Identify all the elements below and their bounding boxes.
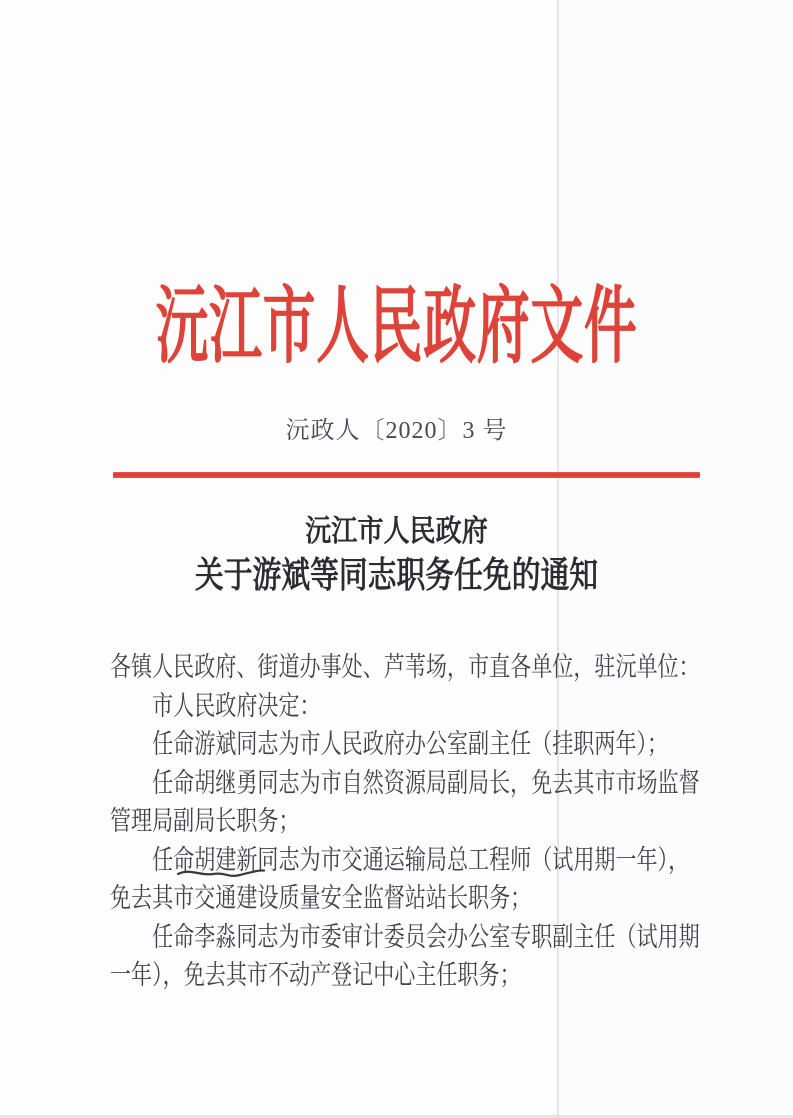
- document-title-line1: 沅江市人民政府: [305, 515, 488, 548]
- body-line-appointment-1: 任命游斌同志为市人民政府办公室副主任（挂职两年）；: [152, 729, 669, 759]
- body-line-appointment-3: 任命胡建新同志为市交通运输局总工程师（试用期一年），: [152, 844, 690, 875]
- document-title-line2: 关于游斌等同志职务任免的通知: [194, 555, 599, 595]
- body-line-appointment-3-cont: 免去其市交通建设质量安全监督站站长职务；: [110, 883, 532, 913]
- body-line-appointment-2: 任命胡继勇同志为市自然资源局副局长，免去其市市场监督: [152, 767, 700, 798]
- document-number: 沅政人〔2020〕3 号: [285, 418, 508, 444]
- body-line-appointment-4-cont: 一年），免去其市不动产登记中心主任职务；: [110, 960, 521, 990]
- red-separator-rule: [113, 472, 700, 478]
- body-line-appointment-4: 任命李淼同志为市委审计委员会办公室专职副主任（试用期: [152, 921, 700, 952]
- red-header-banner-title: 沅江市人民政府文件: [155, 281, 638, 374]
- document-body: [110, 648, 703, 995]
- body-line-appointment-2-cont: 管理局副局长职务；: [110, 806, 300, 836]
- body-line-decision: 市人民政府决定：: [152, 690, 321, 721]
- handwritten-wavy-underline-mark: [176, 865, 266, 879]
- body-line-recipients: 各镇人民政府、街道办事处、芦苇场，市直各单位，驻沅单位：: [110, 652, 700, 682]
